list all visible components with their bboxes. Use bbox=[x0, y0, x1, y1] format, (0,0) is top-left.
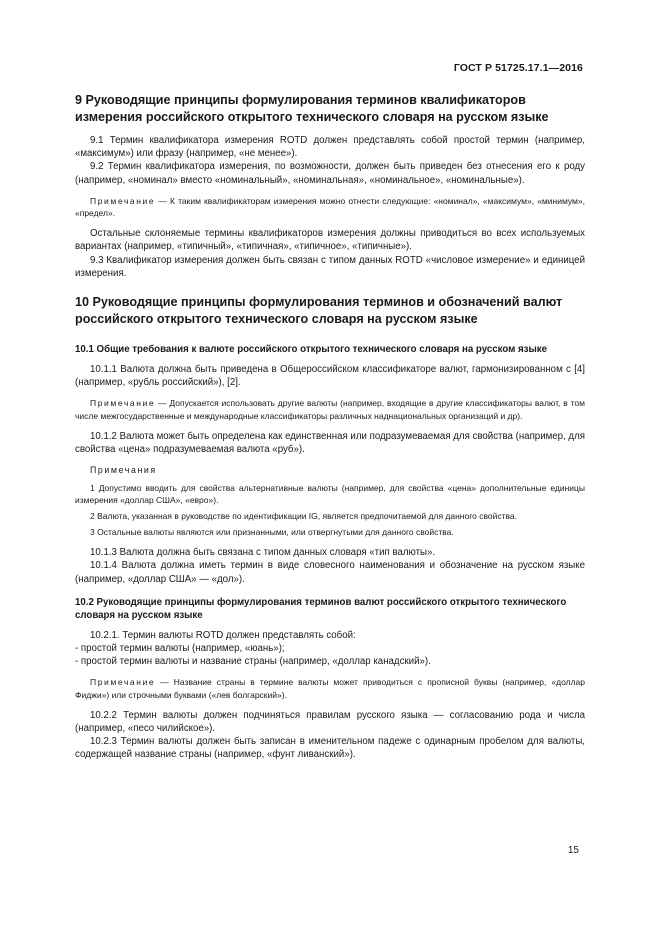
paragraph-10-2-1: 10.2.1. Термин валюты ROTD должен представлять собой: bbox=[90, 629, 356, 641]
note-item-1: 1 Допустимо вводить для свойства альтернативные валюты (например, для свойства «цена» дополнительные единицы измерения «доллар США», «евро»). bbox=[75, 483, 585, 506]
note-text: — К таким квалификаторам измерения можно отнести следующие: «номинал», «максимум», «минимум», «предел». bbox=[75, 195, 585, 219]
note-item-2: 2 Валюта, указанная в руководстве по идентификации IG, является предпочитаемой для данного свойства. bbox=[90, 511, 518, 522]
paragraph-10-1-1: 10.1.1 Валюта должна быть приведена в Общероссийском классификаторе валют, гармонизированном с [4] (например, «рубль российский»), [2]. bbox=[75, 364, 585, 389]
note-label: Примечание bbox=[90, 398, 156, 409]
note-10-1-1 bbox=[75, 397, 585, 421]
note-text: — Название страны в термине валюты может приводиться с прописной буквы (например, «доллар Фиджи») или строчными буквами («лев болгарский»). bbox=[75, 677, 585, 700]
note-9-2 bbox=[75, 195, 585, 219]
paragraph-10-1-4: 10.1.4 Валюта должна иметь термин в виде словесного наименования и обозначение на русском языке (например, «доллар США» — «дол»). bbox=[75, 560, 585, 585]
page-content bbox=[75, 92, 585, 762]
paragraph-10-2-3: 10.2.3 Термин валюты должен быть записан в именительном падеже с одинарным пробелом для валюты, содержащей название страны (например, «фунт ливанский»). bbox=[75, 736, 585, 761]
paragraph-9-other: Остальные склоняемые термины квалификаторов измерения должны приводиться во всех используемых вариантах (например, «типичный», «типичная», «типичное», «типичные»). bbox=[75, 228, 585, 253]
section-9-heading: 9 Руководящие принципы формулирования терминов квалификаторов измерения российского открытого технического словаря на русском языке bbox=[75, 93, 549, 124]
section-10-2-heading: 10.2 Руководящие принципы формулирования терминов валют российского открытого технического словаря на русском языке bbox=[75, 596, 567, 621]
paragraph-10-1-3: 10.1.3 Валюта должна быть связана с типом данных словаря «тип валюты». bbox=[90, 547, 436, 559]
bullet-item-2: - простой термин валюты и название страны (например, «доллар канадский»). bbox=[75, 656, 431, 668]
note-label: Примечание bbox=[90, 195, 156, 206]
bullet-item-1: - простой термин валюты (например, «юань»); bbox=[75, 643, 285, 655]
note-item-3: 3 Остальные валюты являются или признанными, или отвергнутыми для данного свойства. bbox=[90, 527, 454, 538]
paragraph-9-1: 9.1 Термин квалификатора измерения ROTD должен представлять собой простой термин (например, «максимум») или фразу (например, «не менее»). bbox=[75, 135, 585, 160]
paragraph-10-2-2: 10.2.2 Термин валюты должен подчиняться правилам русского языка — согласованию рода и числа (например, «песо чилийское»). bbox=[75, 709, 585, 735]
note-text: — Допускается использовать другие валюты (например, входящие в другие классификаторы валют, в том числе межгосударственные и международные классификаторы различных наднациональных организаций и др). bbox=[75, 398, 585, 421]
note-label: Примечание bbox=[90, 677, 156, 688]
section-10-heading: 10 Руководящие принципы формулирования терминов и обозначений валют российского открытого технического словаря на русском языке bbox=[75, 295, 563, 327]
paragraph-9-3: 9.3 Квалификатор измерения должен быть связан с типом данных ROTD «числовое измерение» и единицей измерения. bbox=[75, 254, 585, 279]
document-code: ГОСТ Р 51725.17.1—2016 bbox=[453, 62, 583, 74]
paragraph-10-1-2: 10.1.2 Валюта может быть определена как единственная или подразумеваемая для свойства (например, для свойства «цена» подразумеваемая валюта «руб»). bbox=[75, 430, 585, 456]
paragraph-9-2: 9.2 Термин квалификатора измерения, по возможности, должен быть приведен без отнесения его к роду (например, «номинал» вместо «номинальный», «номинальная», «номинальное», «номинальные»). bbox=[75, 161, 585, 186]
note-10-2-1 bbox=[75, 676, 585, 700]
section-10-1-heading: 10.1 Общие требования к валюте российского открытого технического словаря на русском языке bbox=[75, 344, 547, 356]
page-number: 15 bbox=[567, 845, 579, 856]
notes-label: Примечания bbox=[90, 465, 157, 476]
